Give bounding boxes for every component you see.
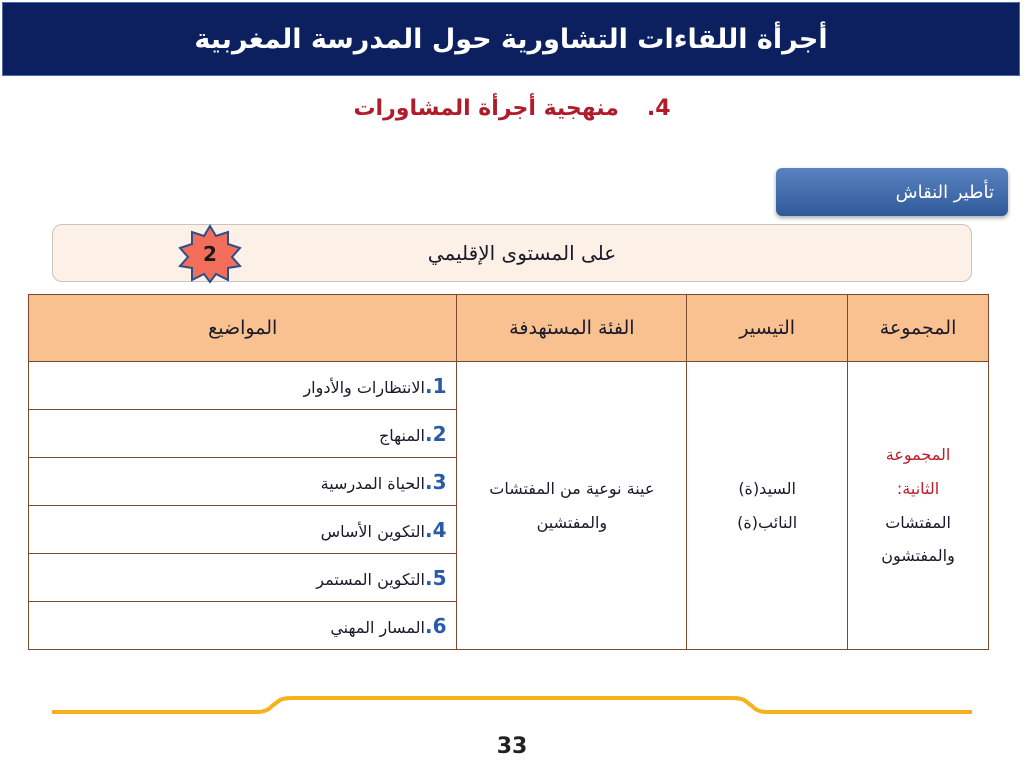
page-number: 33 — [496, 734, 528, 759]
group-line-1: المجموعة — [885, 445, 951, 465]
facilitation-line-1: السيد(ة) — [738, 478, 796, 498]
topic-number: 2. — [424, 421, 447, 446]
topic-item — [29, 554, 457, 602]
target-cell — [457, 362, 687, 650]
topic-text: التكوين الأساس — [320, 521, 425, 541]
table-row — [29, 362, 989, 410]
decorative-divider — [52, 694, 972, 718]
topic-text: المنهاج — [378, 425, 425, 445]
group-cell — [848, 362, 989, 650]
topic-number: 1. — [424, 373, 447, 398]
facilitation-line-2: النائب(ة) — [737, 512, 798, 532]
topic-text: المسار المهني — [330, 617, 425, 637]
topic-item — [29, 410, 457, 458]
section-heading — [0, 96, 1024, 121]
header-topics: المواضيع — [29, 295, 457, 362]
target-line-1: عينة نوعية من المفتشات — [489, 478, 655, 498]
slide-title — [2, 2, 1020, 76]
frame-discussion-button[interactable] — [776, 168, 1008, 216]
level-label: على المستوى الإقليمي — [427, 241, 617, 265]
table-header-row — [29, 295, 989, 362]
topic-text: الانتظارات والأدوار — [303, 377, 425, 397]
topic-number: 4. — [424, 517, 447, 542]
number-badge — [176, 224, 244, 284]
topic-number: 5. — [424, 565, 447, 590]
header-facilitation: التيسير — [687, 295, 848, 362]
topic-number: 3. — [424, 469, 447, 494]
topic-text: التكوين المستمر — [316, 569, 425, 589]
badge-number: 2 — [203, 242, 217, 266]
section-number: 4. — [646, 96, 671, 121]
facilitation-cell — [687, 362, 848, 650]
group-line-2: الثانية: — [896, 478, 940, 498]
topic-item — [29, 602, 457, 650]
consultation-table — [28, 294, 989, 650]
target-line-2: والمفتشين — [536, 512, 608, 532]
topic-item — [29, 458, 457, 506]
group-line-3: المفتشات — [885, 512, 951, 532]
slide-title-text: أجرأة اللقاءات التشاورية حول المدرسة المغربية — [194, 23, 828, 55]
topic-item — [29, 506, 457, 554]
header-group: المجموعة — [848, 295, 989, 362]
group-line-4: والمفتشون — [881, 546, 955, 566]
frame-discussion-label: تأطير النقاش — [895, 181, 994, 203]
header-target: الفئة المستهدفة — [457, 295, 687, 362]
topic-text: الحياة المدرسية — [320, 473, 425, 493]
topic-number: 6. — [424, 613, 447, 638]
section-heading-text: منهجية أجرأة المشاورات — [353, 96, 619, 121]
topic-item — [29, 362, 457, 410]
